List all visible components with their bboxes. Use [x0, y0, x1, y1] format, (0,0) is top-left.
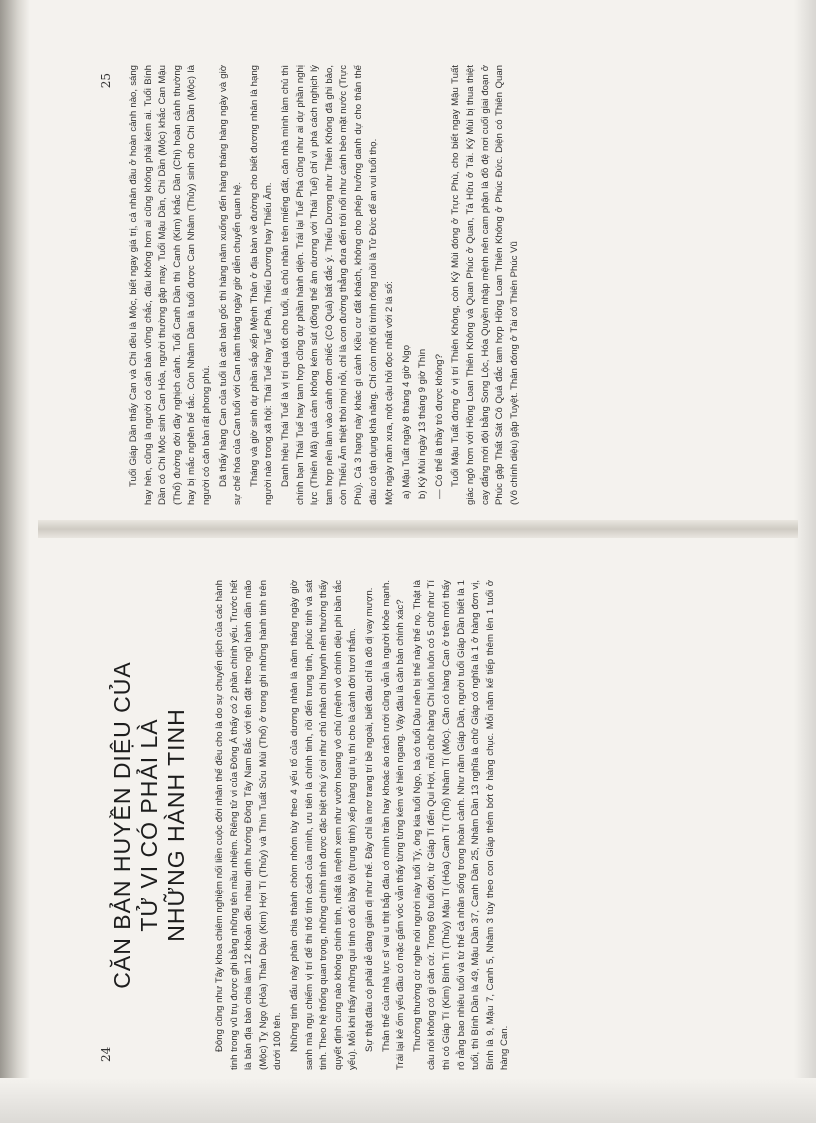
scan-bottom-edge	[0, 1078, 816, 1123]
chapter-title-line: TỬ VI CÓ PHẢI LÀ	[136, 718, 162, 932]
question-line: — Có thể là thầy trò được không?	[433, 354, 445, 499]
paragraph: Danh hiệu Thái Tuế là vị trí quá tốt cho tuổi, là chủ nhân trên miếng đất, căn nhà mình làm chủ thì chính bạn Thái Tuế hay tam hợp cũng dự phần hành diện. Trái lại Tuế Phá cũng như ai dự phần nghị lực (Thiên Mã) quả cảm không kém sút (đồng thế âm dương với Thái Tuế) chỉ vì phá cách nghịch lý tam hợp nên làm vào cảnh đơn chiếc (Cô Quả) bất đắc ý. Thiếu Dương như Thiên Không đã ghi bảo, còn Thiếu Âm thiệt thòi mọi nỗi, chỉ là con đường thẳng đưa đến trôi nổi như cánh bèo mặt nước (Trực Phù). Cả 3 hạng này khác gì cảnh Kiều cư đất khách, không cho phép hưởng danh dự cho thân thế đâu có tận dụng khả năng. Chỉ còn một lối trình rõng ruồi là Tử Đức để an vui tuổi thọ.	[279, 65, 379, 505]
page-24	[95, 580, 785, 1070]
scan-shadow-left	[0, 0, 30, 1123]
paragraph: Một ngày năm xưa, một cậu hỏi đọc nhất với 2 lá số:	[384, 281, 396, 505]
paragraph: Tuổi Giáp Dần thấy Can và Chi đều là Mộc, biết ngay giá trị, cả nhân đầu ở hoàn cảnh nào, sáng hay hèn, cũng là người có căn bản vững chắc, đâu không hơn ai cũng không phải kém ai. Tuổi Bính Dần có Chi Mộc sinh Can Hỏa, người thường gặp may. Tuổi Mậu Dần, Chi Dần (Mộc) khắc Can Mậu (Thổ) đường đời đầy nghịch cảnh. Tuổi Canh Dần thì Canh (Kim) khắc Dần (Chi) hoàn cảnh thường hay bị mắc nghẽn bế tắc. Còn Nhâm Dần là tuổi được Can Nhâm (Thủy) sinh cho Chi Dần (Mộc) là người có căn bản rất phong phú.	[128, 65, 212, 505]
paragraph: Tuổi Mậu Tuất đứng ở vị trí Thiên Không, còn Kỷ Mùi đóng ở Trực Phù, cho biết ngay Mậu Tuất giác ngộ hơn với Hồng Loan Thiên Không và Quan Phúc ở Quan, Tả Hữu ở Tài. Kỷ Mùi bị thua thiệt cay đắng mới đội bằng Song Lộc, Hóa Quyền nhập mệnh nên cam phận là đồ đệ nơi cuối giai đoạn ở Phúc gặp Thất Sát Cô Quả đắc tam hợp Hồng Loan Thiên Không ở Phúc Đức. Diện có Thiên Quan (Vô chính diệu) gặp Tuyệt. Thân đóng ở Tài có Thiên Phúc Vũ	[450, 65, 520, 505]
chapter-title-line: NHỮNG HÀNH TINH	[163, 708, 189, 942]
page-number: 24	[99, 1046, 113, 1062]
paragraph: Dã thấy hàng Can của tuổi là căn bản gốc thì hàng năm xuống đến hàng tháng hàng ngày và giờ sự chế hóa của Can tuổi với Can năm tháng ngày giờ diễn chuyển quan hệ.	[217, 65, 244, 505]
list-item: a) Mậu Tuất ngày 8 tháng 4 giờ Ngọ	[400, 344, 412, 499]
chapter-title	[109, 620, 190, 1030]
paragraph: Đông cũng như Tây khoa chiêm nghiệm nối liền cuộc đời nhân thế đều cho là do sự chuyển dịch của các hành tinh trong vũ trụ được ghi bằng những tên mầu nhiệm. Riêng tử vi của Đông Á thấy có 2 phần chính yếu. Trước hết là bản địa bàn chia làm 12 khoản đều nhau định hướng Đông Tây Nam Bắc với tên đặt theo ngũ hành dần mão (Mộc) Tỵ Ngọ (Hỏa) Thân Dậu (Kim) Hợi Tí (Thủy) và Thìn Tuất Sửu Mùi (Thổ) ở trong ghi những hành tinh trên dưới 100 tên.	[214, 580, 284, 1070]
paragraph: Thường thường cứ nghe nói người này tuổi Tý, ông kia tuổi Ngọ, bà có tuổi Dậu nên bị thế này thế nọ. Thật là câu nói không có gì căn cứ. Trong 60 tuổi đời, từ Giáp Tí đến Qui Hợi, mỗi chữ hàng Chi luôn luôn có 5 chữ như Tí thì có Giáp Tí (Kim) Bính Tí (Thủy) Mậu Tí (Hỏa) Canh Tí (Thổ) Nhâm Tí (Mộc). Căn có hàng Can ở trên mới thấy rõ rằng bao nhiêu tuổi và tứ thể cả nhân sống trong hoàn cảnh. Như năm Giáp Dần, người tuổi Giáp Dần biết là 1 tuổi, thì Bính Dần là 49, Mậu Dần 37, Canh Dần 25, Nhâm Dần 13 nghĩa là chữ Giáp có nghĩa là 1 ở hàng đơn vị, Bính là 9, Mậu 7, Canh 5, Nhâm 3 tùy theo con Giáp thêm bớt ở hàng chục. Mỗi năm kế tiếp thêm lên 1 tuổi ở hàng Can.	[411, 580, 511, 1070]
paragraph: Những tinh đẩu này phân chia thành chòm nhóm tùy theo 4 yếu tố của dương nhân là năm tháng ngày giờ sanh mà ngụ chiếm vị trí để thi thố tính cách của mình, ưu tiên là chính tinh, rồi đến trung tinh, phúc tinh và sát tinh. Theo hệ thống quan trọng, những chính tinh được đặc biệt chú ý coi như chủ nhân chi huynh nên thường thấy quyết định cung nào không chính tinh, nhất là mệnh xem như vườn hoang vô chủ (mệnh vô chính diệu phi bần tắc yểu). Mỗi khi thấy những qui tinh có đủ bầy tôi (trung tinh) xếp hàng qui tụ thì cho là cảnh đời tươi thắm.	[288, 580, 359, 1070]
chapter-title-line: CĂN BẢN HUYỀN DIỆU CỦA	[109, 661, 135, 989]
scan-shadow-right	[794, 0, 816, 1123]
page-body	[213, 580, 515, 1070]
book-gutter	[38, 520, 798, 538]
paragraph: Sự thật đâu có phải dễ dàng giản dị như thế. Đây chỉ là mơ trang trí bề ngoài, biết đâu chỉ là đồ dị vay mượn.	[363, 587, 375, 1052]
paragraph: Thân thế của nhà lực sĩ vai u thịt bắp đâu có mình trần hay khoác áo rách rưới cũng vẫn là người khỏe mạnh. Trái lại kẻ ốm yếu đầu có mặc gấm vóc vẫn thấy từng từng kém vẻ hiên ngang. Vậy đâu là căn bản chính xác?	[380, 580, 407, 1070]
page-body	[127, 65, 524, 505]
list-item: b) Kỷ Mùi ngày 13 tháng 9 giờ Thìn	[417, 348, 429, 499]
page-25	[95, 65, 785, 505]
page-number: 25	[99, 73, 113, 89]
paragraph: Tháng và giờ sinh dự phần sắp xếp Mệnh Thân ở địa bàn về đường cho biết đương nhân là hạng người nào trong xã hội: Thái Tuế hay Tuế Phá, Thiếu Dương hay Thiếu Âm.	[248, 65, 275, 505]
